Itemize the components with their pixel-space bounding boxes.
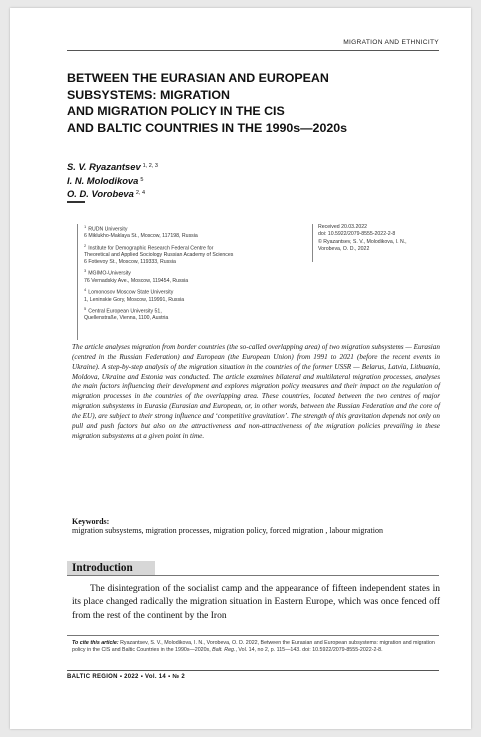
citation-journal: Balt. Reg. [212,647,236,654]
affiliation-line: Theoretical and Applied Sociology Russian Academy of Sciences [84,252,234,259]
abstract: The article analyses migration from border countries (the so-called overlapping area) of two migration subsystems — Eurasian (centred in the Russian Federation) and European (the European Union) from 1991 to 2021 (before the recent events in Ukraine). A step-by-step analysis of the migration situation in the countries of the former USSR — Belarus, Latvia, Lithuania, Moldova, Ukraine and Estonia was conducted. The article examines bilateral and multilateral migration processes, analyses the main factors influencing their development and explores migration policy measures and their impact on the regulation of migration processes in the countries of the overlapping area. These countries, located between the two centres of major migration subsystems in Eurasia (Eurasian and European, or, in other words, between the Russian Federation and the core of the EU), are subject to their strong influence and ‘competitive gravitation’. The strength of this gravitation depends not only on pull and push factors but also on the attractiveness and non-attractiveness of the migration policies prevailing in these migration subsystems at a given point in time. [72,343,440,440]
title-line: AND MIGRATION POLICY IN THE CIS [67,104,285,119]
affiliation-number: 3 [84,268,87,274]
body-paragraph: The disintegration of the socialist camp and the appearance of fifteen independent states in its place changed radically the migration situation in Eastern Europe, which was once fenced off from the rest of the continent by the Iron [72,584,440,621]
affiliation-line: RUDN University [88,226,128,233]
affiliation [84,224,304,240]
affiliation-number: 5 [84,306,87,312]
affiliation-line: 1, Leninskie Gory, Moscow, 119991, Russia [84,296,185,303]
citation-text: Ryazantsev, S. V., Molodikova, I. N., Vorobeva, O. D. 2022, Between the Eurasian and European subsystems: migration and migration policy in the CIS and Baltic Countries in the 1990s—2020s, [72,640,435,654]
title-line: AND BALTIC COUNTRIES IN THE 1990s—2020s [67,120,348,135]
section-heading: Introduction [72,562,133,574]
copyright-line: © Ryazantsev, S. V., Molodikova, I. N., [318,238,407,245]
author-affil: 2, 4 [135,190,146,196]
affiliation [84,243,304,265]
author [67,160,317,174]
author-name: O. D. Vorobeva [67,188,134,199]
section-rule [67,575,439,576]
affiliation [84,287,304,303]
keywords-label: Keywords: [72,517,110,526]
author-name: I. N. Molodikova [67,174,139,186]
affiliation-line: 6 Miklukho-Maklaya St., Moscow, 117198, Russia [84,233,198,240]
affiliation [84,306,304,322]
affiliation-line: 6 Fotievoy St., Moscow, 119333, Russia [84,258,176,265]
citation [72,640,440,655]
author-list [67,160,317,201]
affiliation-line: MGIMO-University [88,271,131,278]
title-line: SUBSYSTEMS: MIGRATION [67,87,230,102]
author-affil: 1, 2, 3 [142,163,158,169]
affiliation-line: Institute for Demographic Research Federal Centre for [88,245,214,252]
article-title [67,70,439,136]
header-rule [67,50,439,51]
affiliation-number: 4 [84,287,87,293]
received-bar [312,224,313,262]
footer-rule [67,670,439,671]
affiliation-bar [77,224,78,340]
affiliation-number: 1 [84,224,87,229]
affiliation-number: 2 [84,242,87,248]
citation-label: To cite this article: [72,640,119,646]
author [67,187,317,201]
affiliation [84,268,304,284]
author-affil: 5 [140,176,144,183]
affiliation-line: Quellenstraße, Vienna, 1100, Austria [84,315,169,322]
journal-page [10,8,471,729]
copyright-line: Vorobeva, O. D., 2022 [318,246,370,253]
affiliation-line: Lomonosov Moscow State University [88,290,174,296]
author-rule [67,201,85,203]
keywords-text: migration subsystems, migration processes, migration policy, forced migration , labour migration [72,526,383,535]
affiliation-list [84,224,304,325]
running-footer: BALTIC REGION ▪ 2022 ▪ Vol. 14 ▪ № 2 [67,674,186,680]
citation-rule [67,635,439,636]
author [67,174,317,188]
citation-tail: , Vol. 14, no 2, p. 115—143. doi: 10.5922/2079-8555-2022-2-8. [235,647,383,654]
affiliation-line: 76 Vernadskiy Ave., Moscow, 119454, Russia [84,277,189,284]
affiliation-line: Central European University 51, [88,308,162,315]
section-label: MIGRATION AND ETHNICITY [343,39,439,46]
title-line: BETWEEN THE EURASIAN AND EUROPEAN [67,71,329,85]
author-name: S. V. Ryazantsev [67,161,141,172]
received-date: Received 20.03.2022 [318,224,368,230]
doi[interactable]: doi: 10.5922/2079-8555-2022-2-8 [318,231,396,238]
received-info [318,224,448,254]
